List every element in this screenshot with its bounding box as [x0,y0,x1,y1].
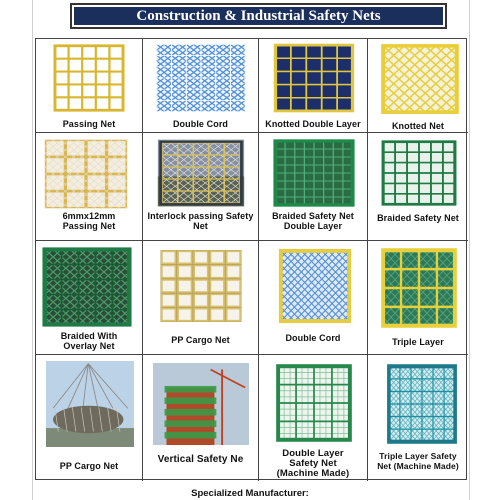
product-label: PP Cargo Net [171,335,230,345]
machine-made-triple-net-image [386,363,458,445]
product-card-double-cord[interactable] [143,39,259,133]
product-label: Braided With Overlay Net [60,331,118,351]
product-label: Double Layer Safety Net (Machine Made) [276,448,350,479]
product-label: Double Cord [285,333,341,343]
interlock-net-image [157,139,245,207]
product-label: Interlock passing Safety Net [147,211,254,231]
title-banner [70,3,447,29]
blue-white-fine-mesh-net-icon [155,43,247,113]
product-label: 6mmx12mm Passing Net [62,211,116,231]
product-card-pp-cargo-net[interactable] [143,241,259,355]
product-label: Triple Layer [392,337,444,347]
green-overlay-net-icon [42,247,132,327]
product-card-passing-net[interactable] [36,39,143,133]
overlay-net-image [42,247,132,327]
double-cord-image [155,43,247,113]
yellow-green-triple-net-icon [380,247,458,329]
product-label: Braided Safety Net Double Layer [272,211,354,231]
triple-layer-image [380,247,458,329]
product-card-braided-with-overlay-net[interactable] [36,241,143,355]
teal-machine-made-net-icon [386,363,458,445]
passing-net-closeup-image [44,139,128,209]
product-card-6mmx12mm-passing-net[interactable] [36,133,143,241]
page-title: Construction & Industrial Safety Nets [74,7,443,25]
knotted-double-layer-image [273,43,355,113]
product-card-vertical-safety-net[interactable] [143,355,259,481]
product-card-interlock-passing-safety-net[interactable] [143,133,259,241]
product-card-braided-safety-net[interactable] [368,133,468,241]
machine-made-double-net-image [275,363,353,443]
blue-white-double-cord-net-icon [277,247,353,325]
yellow-passing-net-closeup-icon [44,139,128,209]
product-card-braided-safety-net-double-layer[interactable] [259,133,368,241]
product-label: Triple Layer Safety Net (Machine Made) [377,451,459,471]
braided-double-net-image [273,139,355,207]
navy-knotted-net-yellow-border-icon [273,43,355,113]
pp-cargo-net-image [157,247,245,325]
knotted-net-image [380,43,460,115]
product-label: Vertical Safety Ne [157,454,244,465]
product-card-double-cord-2[interactable] [259,241,368,355]
double-cord-net-image [277,247,353,325]
interlock-net-photo-icon [157,139,245,207]
product-card-knotted-double-layer[interactable] [259,39,368,133]
product-card-triple-layer-machine-made[interactable] [368,355,468,481]
product-label: Knotted Net [391,121,445,131]
vertical-safety-net-image [153,363,249,445]
product-card-triple-layer[interactable] [368,241,468,355]
building-vertical-net-photo-icon [153,363,249,445]
yellow-knotted-net-icon [380,43,460,115]
cargo-net-lift-image [46,361,134,447]
product-grid [35,38,467,480]
green-machine-made-net-icon [275,363,353,443]
green-braided-net-icon [380,139,458,207]
product-label: Braided Safety Net [377,213,459,223]
product-card-pp-cargo-net-lift[interactable] [36,355,143,481]
product-label: Knotted Double Layer [265,119,361,129]
braided-net-image [380,139,458,207]
yellow-cargo-rope-net-icon [157,247,245,325]
product-card-knotted-net[interactable] [368,39,468,133]
passing-net-image [52,43,126,113]
green-braided-double-net-icon [273,139,355,207]
footer-text: Specialized Manufacturer: [191,488,309,499]
cargo-net-lift-photo-icon [46,361,134,447]
yellow-square-mesh-net-icon [52,43,126,113]
product-label: PP Cargo Net [59,461,119,471]
product-label: Passing Net [62,119,116,129]
product-card-double-layer-machine-made[interactable] [259,355,368,481]
product-label: Double Cord [172,119,229,129]
